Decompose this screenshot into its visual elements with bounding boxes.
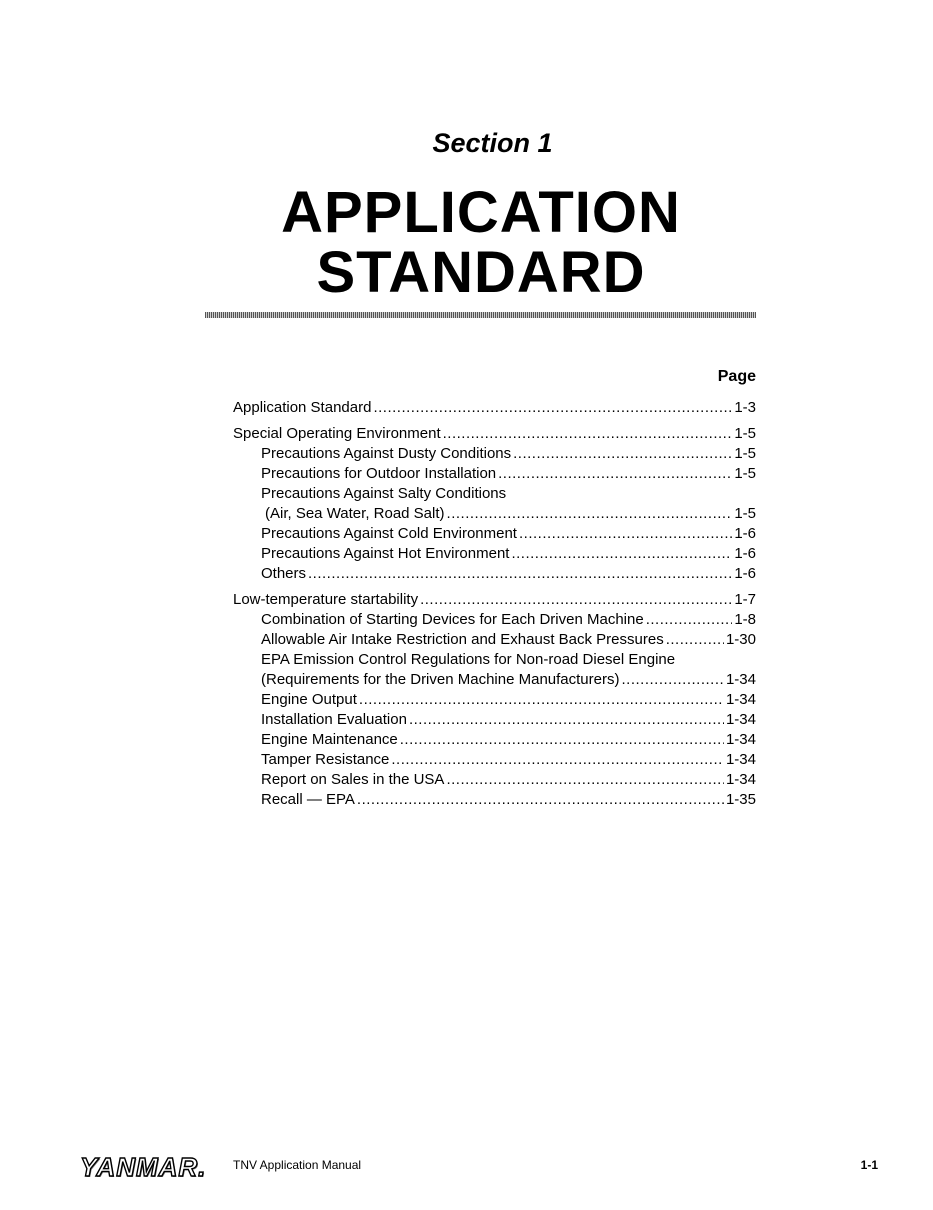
toc-entry-title: (Air, Sea Water, Road Salt): [265, 505, 445, 522]
toc-entry-page: 1-6: [734, 545, 756, 562]
page-title-line2: STANDARD: [316, 240, 646, 305]
toc-entry-title: Engine Output: [261, 691, 357, 708]
toc-entry-page: 1-34: [725, 671, 756, 688]
toc-entry-page: 1-34: [725, 751, 756, 768]
toc-entry[interactable]: [233, 504, 756, 524]
toc-page-heading: Page: [717, 368, 756, 385]
toc-entry-page: 1-5: [734, 425, 756, 442]
toc-entry-page: 1-5: [734, 465, 756, 482]
toc-entry-title: Precautions Against Salty Conditions: [261, 485, 507, 502]
toc-entry-title: Combination of Starting Devices for Each Driven Machine: [261, 611, 644, 628]
toc-leader: [498, 464, 732, 484]
toc-entry-title: Precautions for Outdoor Installation: [261, 465, 497, 482]
toc-entry-title: Installation Evaluation: [261, 711, 407, 728]
toc-entry-page: 1-5: [734, 505, 756, 522]
toc-entry-title: Precautions Against Cold Environment: [261, 525, 517, 542]
table-of-contents: [233, 398, 756, 810]
toc-entry-page: 1-8: [734, 611, 756, 628]
toc-entry-title: Allowable Air Intake Restriction and Exhaust Back Pressures: [261, 631, 664, 648]
toc-entry-title: Recall — EPA: [261, 791, 355, 808]
toc-entry-page: 1-34: [725, 731, 756, 748]
toc-entry-title: Low-temperature startability: [233, 591, 419, 608]
toc-leader: [446, 770, 724, 790]
toc-leader: [357, 790, 724, 810]
section-label: Section 1: [432, 128, 553, 158]
toc-leader: [519, 524, 732, 544]
toc-leader: [400, 730, 724, 750]
toc-entry-page: 1-7: [734, 591, 756, 608]
toc-leader: [409, 710, 724, 730]
toc-leader: [511, 544, 732, 564]
toc-entry-title: Others: [261, 565, 307, 582]
toc-entry[interactable]: [233, 424, 756, 444]
toc-entry-title: (Requirements for the Driven Machine Manufacturers): [261, 671, 620, 688]
toc-leader: [447, 504, 733, 524]
toc-entry[interactable]: [233, 484, 756, 504]
toc-entry[interactable]: [233, 544, 756, 564]
toc-entry[interactable]: [233, 770, 756, 790]
toc-entry-page: 1-34: [725, 771, 756, 788]
page-title: [0, 180, 933, 305]
toc-entry-page: 1-34: [725, 691, 756, 708]
toc-entry-title: Engine Maintenance: [261, 731, 398, 748]
toc-entry[interactable]: [233, 710, 756, 730]
toc-entry[interactable]: [233, 750, 756, 770]
toc-leader: [513, 444, 732, 464]
toc-entry[interactable]: [233, 564, 756, 584]
toc-leader: [666, 630, 724, 650]
toc-entry[interactable]: [233, 670, 756, 690]
toc-entry-title: EPA Emission Control Regulations for Non-road Diesel Engine: [261, 651, 676, 668]
toc-entry-page: 1-3: [734, 399, 756, 416]
toc-entry[interactable]: [233, 398, 756, 418]
toc-entry-page: 1-6: [734, 565, 756, 582]
toc-entry-page: 1-6: [734, 525, 756, 542]
manual-title: TNV Application Manual: [233, 1158, 362, 1172]
toc-entry[interactable]: [233, 730, 756, 750]
toc-entry-title: Special Operating Environment: [233, 425, 441, 442]
toc-leader: [308, 564, 732, 584]
toc-entry-title: Tamper Resistance: [261, 751, 390, 768]
toc-leader: [373, 398, 732, 418]
toc-entry-page: 1-5: [734, 445, 756, 462]
toc-entry-page: 1-30: [725, 631, 756, 648]
toc-entry[interactable]: [233, 650, 756, 670]
toc-entry[interactable]: [233, 630, 756, 650]
toc-entry[interactable]: [233, 610, 756, 630]
page-footer: [80, 1152, 878, 1182]
toc-leader: [391, 750, 724, 770]
toc-entry[interactable]: [233, 464, 756, 484]
toc-entry-page: 1-35: [725, 791, 756, 808]
toc-leader: [359, 690, 724, 710]
toc-leader: [646, 610, 733, 630]
toc-leader: [443, 424, 733, 444]
toc-entry[interactable]: [233, 790, 756, 810]
toc-entry[interactable]: [233, 444, 756, 464]
toc-leader: [621, 670, 723, 690]
yanmar-logo: YANMAR.: [80, 1152, 207, 1182]
title-divider: [205, 312, 756, 318]
page-number: 1-1: [860, 1158, 878, 1172]
toc-entry[interactable]: [233, 524, 756, 544]
toc-entry[interactable]: [233, 590, 756, 610]
page-title-line1: APPLICATION: [281, 180, 681, 245]
toc-leader: [420, 590, 732, 610]
toc-entry-title: Precautions Against Dusty Conditions: [261, 445, 512, 462]
toc-entry-page: 1-34: [725, 711, 756, 728]
toc-entry-title: Precautions Against Hot Environment: [261, 545, 510, 562]
toc-entry[interactable]: [233, 690, 756, 710]
toc-entry-title: Application Standard: [233, 399, 372, 416]
toc-entry-title: Report on Sales in the USA: [261, 771, 445, 788]
